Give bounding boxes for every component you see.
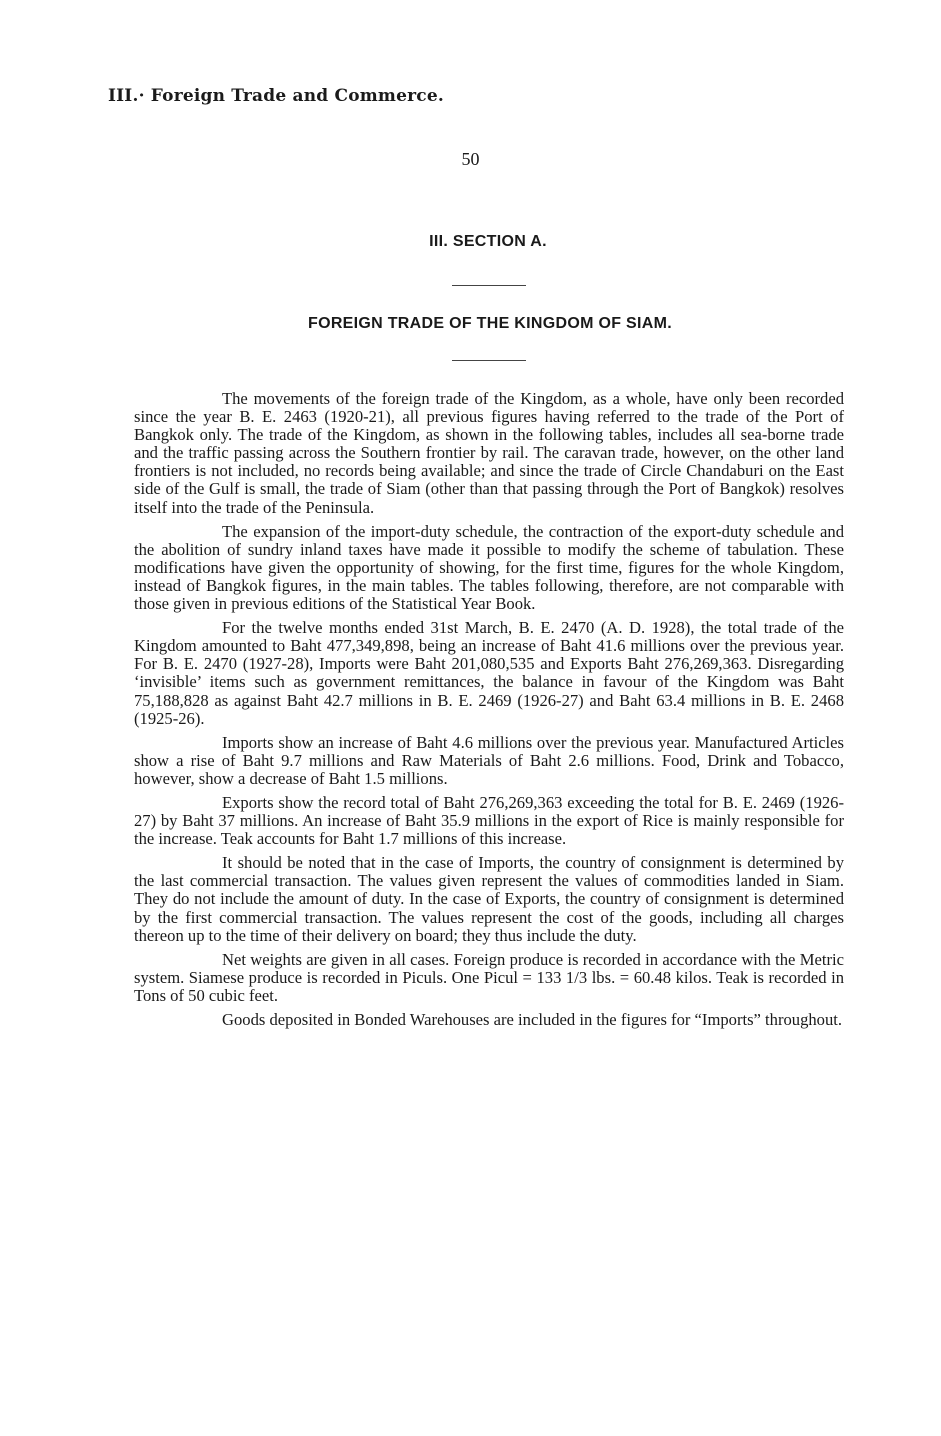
paragraph-2: The expansion of the import-duty schedule, the contraction of the export-duty schedule and the abolition of sundry inland taxes have made it possible to modify the scheme of tabulation. These modifications have given the opportunity of showing, for the first time, figures for the whole Kingdom, instead of Bangkok figures, in the main tables. The tables following, therefore, are not comparable with those given in previous editions of the Statistical Year Book. xyxy=(134,521,844,614)
section-heading: III. SECTION A. xyxy=(429,233,547,250)
paragraph-5: Exports show the record total of Baht 276,269,363 exceeding the total for B. E. 2469 (1926-27) by Baht 37 millions. An increase of Baht 35.9 millions in the export of Rice is mainly responsible for the increase. Teak accounts for Baht 1.7 millions of this increase. xyxy=(134,792,844,849)
divider-rule-top xyxy=(452,285,526,286)
document-title: FOREIGN TRADE OF THE KINGDOM OF SIAM. xyxy=(308,315,672,332)
running-head: III.· Foreign Trade and Commerce. xyxy=(108,86,444,106)
body-text xyxy=(134,390,844,1035)
page-number: 50 xyxy=(461,149,480,169)
divider-rule-bottom xyxy=(452,360,526,361)
paragraph-4: Imports show an increase of Baht 4.6 millions over the previous year. Manufactured Articles show a rise of Baht 9.7 millions and Raw Materials of Baht 2.6 millions. Food, Drink and Tobacco, however, show a decrease of Baht 1.5 millions. xyxy=(134,732,844,788)
paragraph-3: For the twelve months ended 31st March, B. E. 2470 (A. D. 1928), the total trade of the Kingdom amounted to Baht 477,349,898, being an increase of Baht 41.6 millions over the previous year. For B. E. 2470 (1927-28), Imports were Baht 201,080,535 and Exports Baht 276,269,363. Disregarding ‘invisible’ items such as government remittances, the balance in favour of the Kingdom was Baht 75,188,828 as against Baht 42.7 millions in B. E. 2469 (1926-27) and Baht 63.4 millions in B. E. 2468 (1925-26). xyxy=(134,618,844,728)
paragraph-6: It should be noted that in the case of Imports, the country of consignment is determined by the last commercial transaction. The values given represent the values of commodities landed in Siam. They do not include the amount of duty. In the case of Exports, the country of consignment is determined by the first commercial transaction. The values represent the cost of the goods, including all charges thereon up to the time of their delivery on board; they thus include the duty. xyxy=(134,853,844,945)
paragraph-1: The movements of the foreign trade of the Kingdom, as a whole, have only been recorded since the year B. E. 2463 (1920-21), all previous figures having referred to the trade of the Port of Bangkok only. The trade of the Kingdom, as shown in the following tables, includes all sea-borne trade and the traffic passing across the Southern frontier by rail. The caravan trade, however, on the other land frontiers is not included, no records being available; and since the trade of Circle Chandaburi on the East side of the Gulf is small, the trade of Siam (other than that passing through the Port of Bangkok) resolves itself into the trade of the Peninsula. xyxy=(134,389,844,517)
paragraph-7: Net weights are given in all cases. Foreign produce is recorded in accordance with the Metric system. Siamese produce is recorded in Piculs. One Picul = 133 1/3 lbs. = 60.48 kilos. Teak is recorded in Tons of 50 cubic feet. xyxy=(134,949,844,1005)
paragraph-8: Goods deposited in Bonded Warehouses are included in the figures for “Imports” throughout. xyxy=(222,1010,843,1029)
